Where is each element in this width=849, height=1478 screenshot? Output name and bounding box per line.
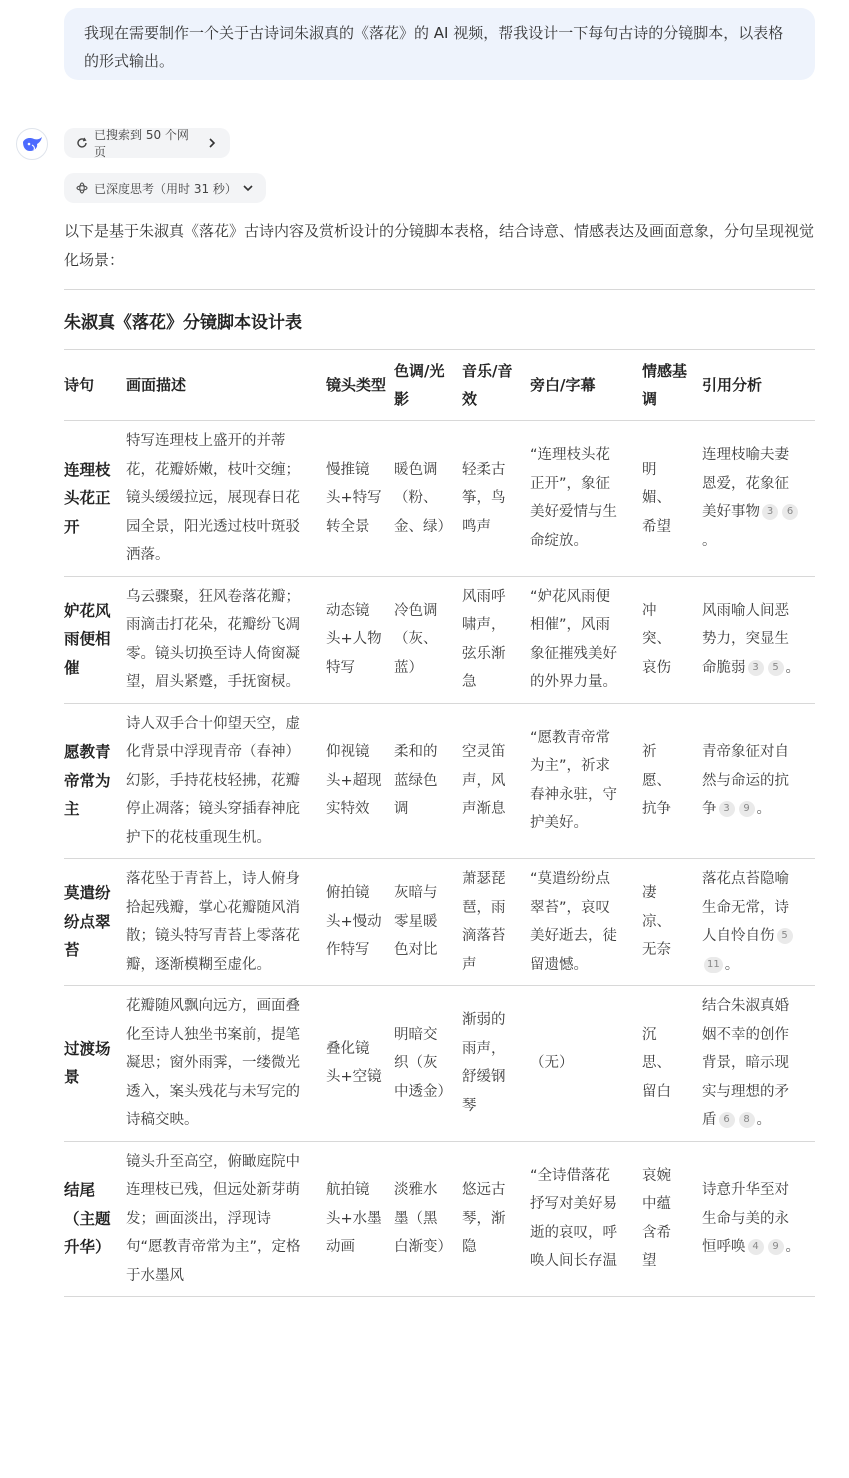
- table-row: [64, 986, 815, 1142]
- analysis-text: 结合朱淑真婚姻不幸的创作背景，暗示现实与理想的矛盾: [702, 998, 789, 1128]
- citation-badge[interactable]: 3: [748, 660, 764, 676]
- analysis-end: 。: [785, 1239, 800, 1255]
- divider: [64, 289, 815, 290]
- analysis-text: 青帝象征对自然与命运的抗争: [702, 744, 789, 817]
- cell-poem: 妒花风雨便相催: [64, 576, 126, 703]
- cell-tone: 淡雅水墨（黑白渐变）: [394, 1141, 462, 1297]
- citation-badge[interactable]: 8: [739, 1112, 755, 1128]
- analysis-text: 风雨喻人间恶势力，突显生命脆弱: [702, 602, 789, 676]
- cell-shot: 动态镜头+人物特写: [326, 576, 394, 703]
- table-row: [64, 576, 815, 703]
- cell-tone: 暖色调（粉、金、绿）: [394, 421, 462, 577]
- cell-mood: 祈愿、抗争: [642, 703, 702, 859]
- cell-poem: 莫遣纷纷点翠苔: [64, 859, 126, 986]
- header-music: 音乐/音效: [462, 350, 530, 421]
- cell-narration: “莫遣纷纷点翠苔”，哀叹美好逝去，徒留遗憾。: [530, 859, 642, 986]
- cell-music: 悠远古琴，渐隐: [462, 1141, 530, 1297]
- search-results-pill[interactable]: [64, 128, 230, 158]
- cell-music: 风雨呼啸声，弦乐渐急: [462, 576, 530, 703]
- assistant-avatar: [16, 128, 48, 160]
- cell-analysis: [702, 703, 815, 859]
- cell-scene: 镜头升至高空，俯瞰庭院中连理枝已残，但远处新芽萌发；画面淡出，浮现诗句“愿教青帝常为主”，定格于水墨风: [126, 1141, 326, 1297]
- header-mood: 情感基调: [642, 350, 702, 421]
- cell-scene: 花瓣随风飘向远方，画面叠化至诗人独坐书案前，提笔凝思；窗外雨霁，一缕微光透入，案头残花与未写完的诗稿交映。: [126, 986, 326, 1142]
- deep-thinking-pill[interactable]: [64, 173, 266, 203]
- cell-narration: （无）: [530, 986, 642, 1142]
- citation-badge[interactable]: 3: [762, 504, 778, 520]
- header-shot: 镜头类型: [326, 350, 394, 421]
- table-row: [64, 703, 815, 859]
- cell-tone: 灰暗与零星暖色对比: [394, 859, 462, 986]
- cell-mood: 冲突、哀伤: [642, 576, 702, 703]
- cell-mood: 凄凉、无奈: [642, 859, 702, 986]
- citation-badge[interactable]: 5: [768, 660, 784, 676]
- cell-tone: 明暗交织（灰中透金）: [394, 986, 462, 1142]
- analysis-end: 。: [724, 956, 740, 973]
- table-row: [64, 421, 815, 577]
- analysis-end: 。: [785, 659, 800, 676]
- cell-shot: 叠化镜头+空镜: [326, 986, 394, 1142]
- cell-shot: 仰视镜头+超现实特效: [326, 703, 394, 859]
- cell-shot: 俯拍镜头+慢动作特写: [326, 859, 394, 986]
- cell-scene: 落花坠于青苔上，诗人俯身拾起残瓣，掌心花瓣随风消散；镜头特写青苔上零落花瓣，逐渐模糊至虚化。: [126, 859, 326, 986]
- cell-analysis: [702, 986, 815, 1142]
- analysis-end: 。: [756, 1112, 771, 1128]
- table-row: [64, 859, 815, 986]
- citation-badge[interactable]: 4: [748, 1239, 764, 1255]
- cell-analysis: [702, 576, 815, 703]
- header-tone: 色调/光影: [394, 350, 462, 421]
- atom-icon: [76, 182, 88, 194]
- analysis-end: 。: [756, 801, 771, 817]
- citation-badge[interactable]: 3: [719, 801, 735, 817]
- analysis-text: 诗意升华至对生命与美的永恒呼唤: [702, 1182, 789, 1255]
- analysis-end: 。: [702, 532, 717, 549]
- cell-narration: “连理枝头花正开”，象征美好爱情与生命绽放。: [530, 421, 642, 577]
- user-message-bubble: [64, 8, 815, 80]
- citation-badge[interactable]: 5: [777, 928, 793, 944]
- cell-tone: 冷色调（灰、蓝）: [394, 576, 462, 703]
- whale-logo-icon: [21, 135, 43, 153]
- search-results-label: 已搜索到 50 个网页: [94, 128, 189, 159]
- header-scene: 画面描述: [126, 350, 326, 421]
- deep-thinking-label: 已深度思考（用时 31 秒）: [94, 181, 237, 196]
- header-narration: 旁白/字幕: [530, 350, 642, 421]
- cell-analysis: [702, 859, 815, 986]
- cell-poem: 过渡场景: [64, 986, 126, 1142]
- table-title: 朱淑真《落花》分镜脚本设计表: [64, 313, 302, 333]
- analysis-text: 连理枝喻夫妻恩爱，花象征美好事物: [702, 447, 789, 521]
- cell-music: 空灵笛声，风声渐息: [462, 703, 530, 859]
- table-row: [64, 1141, 815, 1297]
- table-header-row: [64, 350, 815, 421]
- header-analysis: 引用分析: [702, 350, 815, 421]
- cell-mood: 明媚、希望: [642, 421, 702, 577]
- refresh-icon: [76, 137, 88, 149]
- citation-badge[interactable]: 6: [782, 504, 798, 520]
- cell-poem: 愿教青帝常为主: [64, 703, 126, 859]
- user-message-text: 我现在需要制作一个关于古诗词朱淑真的《落花》的 AI 视频，帮我设计一下每句古诗的分镜脚本，以表格的形式输出。: [84, 24, 784, 70]
- cell-mood: 沉思、留白: [642, 986, 702, 1142]
- answer-intro: 以下是基于朱淑真《落花》古诗内容及赏析设计的分镜脚本表格，结合诗意、情感表达及画面意象，分句呈现视觉化场景：: [64, 222, 815, 269]
- cell-analysis: [702, 1141, 815, 1297]
- citation-badge[interactable]: 9: [739, 801, 755, 817]
- analysis-text: 落花点苔隐喻生命无常，诗人自怜自伤: [702, 871, 789, 944]
- chevron-right-icon: [206, 137, 218, 149]
- cell-narration: “妒花风雨便相催”，风雨象征摧残美好的外界力量。: [530, 576, 642, 703]
- header-poem: 诗句: [64, 350, 126, 421]
- cell-analysis: [702, 421, 815, 577]
- cell-narration: “全诗借落花抒写对美好易逝的哀叹，呼唤人间长存温: [530, 1141, 642, 1297]
- cell-music: 轻柔古筝，鸟鸣声: [462, 421, 530, 577]
- citation-badge[interactable]: 6: [719, 1112, 735, 1128]
- cell-scene: 诗人双手合十仰望天空，虚化背景中浮现青帝（春神）幻影，手持花枝轻拂，花瓣停止凋落；镜头穿插春神庇护下的花枝重现生机。: [126, 703, 326, 859]
- cell-music: 萧瑟琵琶，雨滴落苔声: [462, 859, 530, 986]
- citation-badge[interactable]: 9: [768, 1239, 784, 1255]
- cell-poem: 连理枝头花正开: [64, 421, 126, 577]
- citation-badge[interactable]: 11: [704, 957, 723, 973]
- chevron-down-icon: [242, 182, 254, 194]
- cell-scene: 特写连理枝上盛开的并蒂花，花瓣娇嫩，枝叶交缠；镜头缓缓拉远，展现春日花园全景，阳光透过枝叶斑驳洒落。: [126, 421, 326, 577]
- storyboard-table: [64, 349, 815, 1297]
- cell-music: 渐弱的雨声，舒缓钢琴: [462, 986, 530, 1142]
- cell-scene: 乌云骤聚，狂风卷落花瓣；雨滴击打花朵，花瓣纷飞凋零。镜头切换至诗人倚窗凝望，眉头紧蹙，手抚窗棂。: [126, 576, 326, 703]
- cell-poem: 结尾（主题升华）: [64, 1141, 126, 1297]
- cell-mood: 哀婉中蕴含希望: [642, 1141, 702, 1297]
- cell-shot: 航拍镜头+水墨动画: [326, 1141, 394, 1297]
- cell-shot: 慢推镜头+特写转全景: [326, 421, 394, 577]
- cell-narration: “愿教青帝常为主”，祈求春神永驻，守护美好。: [530, 703, 642, 859]
- cell-tone: 柔和的蓝绿色调: [394, 703, 462, 859]
